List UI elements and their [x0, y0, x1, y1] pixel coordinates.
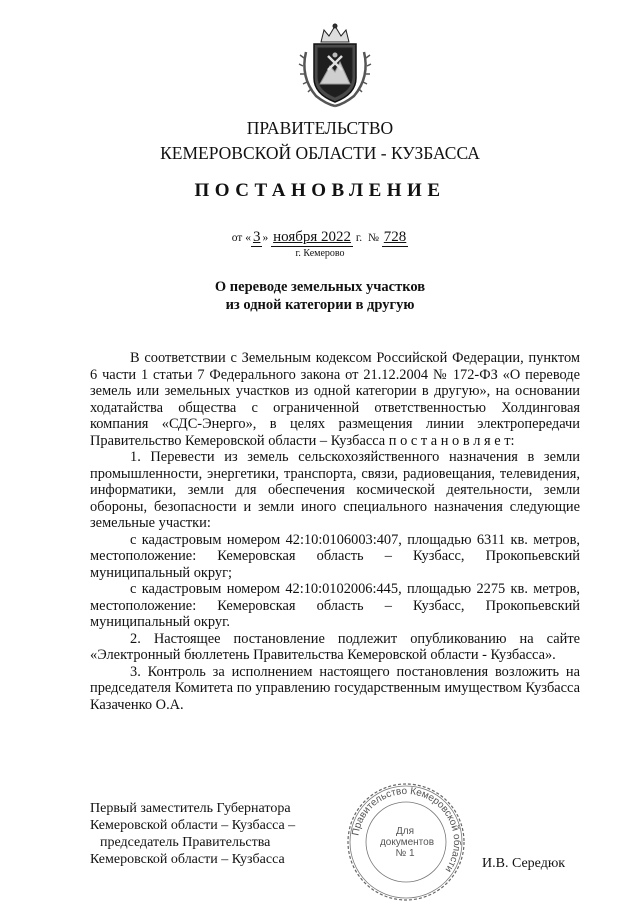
date-year-suffix: г. [355, 232, 363, 244]
date-month-year: ноября 2022 [273, 229, 352, 245]
official-stamp [341, 780, 471, 905]
paragraph-item-3: 3. Контроль за исполнением настоящего постановления возложить на председателя Комитета по управлению государственным имуществом Кузбасса Казаченко О.А. [90, 663, 580, 713]
date-mid: » [262, 232, 269, 244]
paragraph-parcel-1: с кадастровым номером 42:10:0106003:407, площадью 6311 кв. метров, местоположение: Кемеровская область – Кузбасс, Прокопьевский муниципальный округ; [90, 531, 580, 581]
stamp-center-line1: Для [395, 826, 415, 837]
document-subject [0, 278, 640, 314]
signatory-line4: Кемеровской области – Кузбасса [90, 852, 285, 867]
document-type-title: ПОСТАНОВЛЕНИЕ [194, 180, 446, 201]
paragraph-item-2: 2. Настоящее постановление подлежит опубликованию на сайте «Электронный бюллетень Правительства Кемеровской области - Кузбасса». [90, 630, 580, 663]
city: г. Кемерово [295, 248, 345, 259]
date-number-line [0, 229, 640, 247]
stamp-center-line2: документов [379, 837, 435, 848]
subject-line2: из одной категории в другую [225, 297, 415, 313]
stamp-ring-text: Правительство Кемеровской области [350, 785, 463, 875]
date-day: 3 [252, 229, 261, 245]
org-name-line1: ПРАВИТЕЛЬСТВО [246, 118, 394, 138]
signatory-title [90, 800, 320, 868]
paragraph-preamble: В соответствии с Земельным кодексом Российской Федерации, пунктом 6 части 1 статьи 7 Федерального закона от 21.12.2004 № 172-ФЗ «О переводе земель или земельных участков из одной категории в другую», на основании ходатайства общества с ограниченной ответственностью Холдинговая компания «СДС-Энерго», в целях размещения линии электропередачи Правительство Кемеровской области – Кузбасса п о с т а н о в л я е т: [90, 350, 580, 449]
stamp-center-line3: № 1 [395, 848, 415, 859]
document-body [90, 350, 580, 713]
org-name-line2: КЕМЕРОВСКОЙ ОБЛАСТИ - КУЗБАССА [160, 143, 480, 163]
signatory-name: И.В. Середюк [482, 856, 566, 871]
coat-of-arms-emblem [294, 22, 376, 108]
signatory-line1: Первый заместитель Губернатора [90, 801, 291, 816]
signatory-line2: Кемеровской области – Кузбасса – [90, 818, 296, 833]
resolves-word: п о с т а н о в л я е т: [388, 432, 515, 449]
date-prefix: от « [231, 232, 251, 244]
paragraph-parcel-2: с кадастровым номером 42:10:0102006:445, площадью 2275 кв. метров, местоположение: Кемеровская область – Кузбасс, Прокопьевский муниципальный округ. [90, 581, 580, 630]
subject-line1: О переводе земельных участков [214, 279, 426, 295]
paragraph-item-1: 1. Перевести из земель сельскохозяйственного назначения в земли промышленности, энергетики, транспорта, связи, радиовещания, телевидения, информатики, земли для обеспечения космической деятельности, земли обороны, безопасности и земли иного специального назначения следующие земельные участки: [90, 449, 580, 531]
document-number: 728 [383, 229, 407, 245]
signatory-line3: председатель Правительства [100, 835, 271, 850]
number-label: № [367, 232, 379, 244]
